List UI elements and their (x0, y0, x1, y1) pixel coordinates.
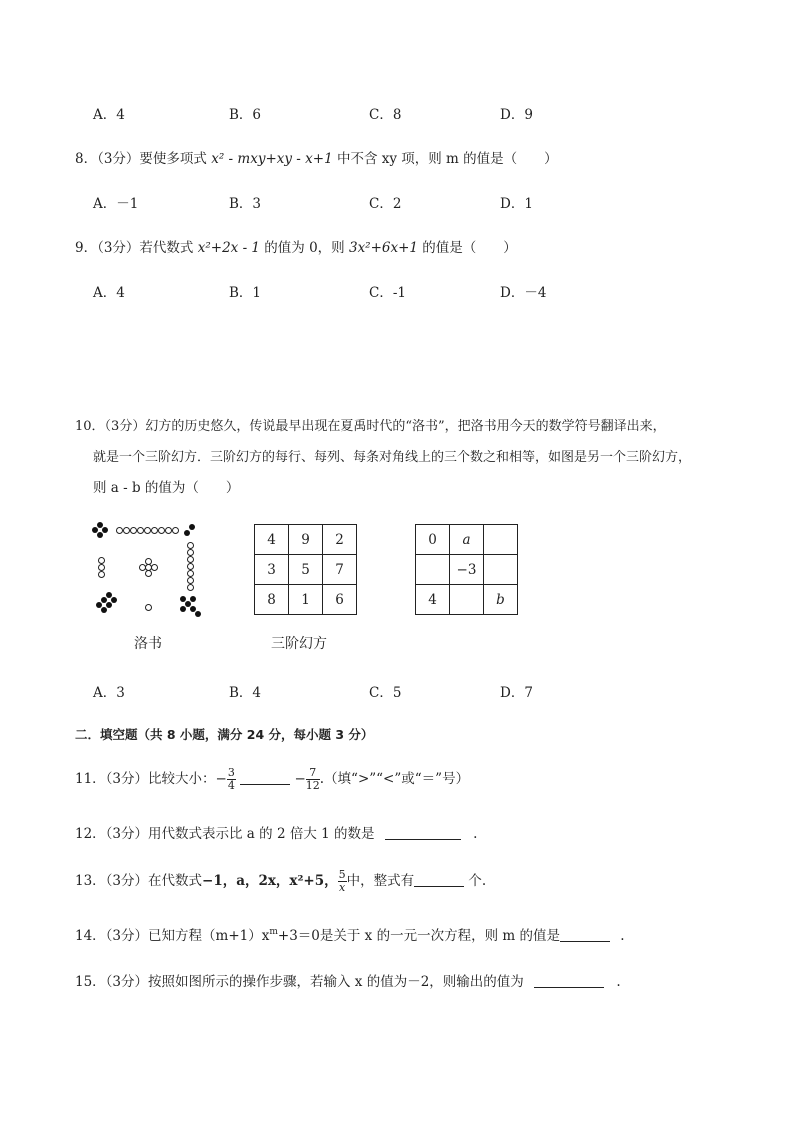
cell: 7 (323, 555, 357, 585)
question-9 (75, 236, 517, 256)
cell: b (484, 585, 518, 615)
fraction-numerator: 3 (227, 766, 235, 779)
question-8-expr: x² - mxy+xy - x+1 (211, 151, 333, 167)
magic-square (254, 524, 357, 615)
question-12-suffix: . (473, 826, 478, 842)
cell: 4 (255, 525, 289, 555)
question-13-items: −1，a，2x，x²+5， (202, 873, 338, 889)
question-9-text: 9．（3分）若代数式 (75, 240, 198, 256)
cell: 5 (289, 555, 323, 585)
question-8-suffix: 中不含 xy 项，则 m 的值是（ ） (332, 151, 558, 167)
option-b[interactable]: B．1 (229, 285, 262, 301)
question-11 (75, 767, 469, 792)
exponent: m (269, 927, 278, 937)
cell: 0 (416, 525, 450, 555)
question-9-expr: 3x²+6x+1 (348, 240, 419, 256)
option-d[interactable]: D．9 (500, 107, 533, 123)
answer-blank[interactable] (560, 929, 610, 942)
option-c[interactable]: C．8 (369, 107, 402, 123)
option-a[interactable]: A．4 (93, 107, 125, 123)
unknown-magic-square (415, 524, 518, 615)
minus-sign: − (294, 771, 306, 787)
answer-blank[interactable] (534, 975, 604, 988)
cell: 3 (255, 555, 289, 585)
cell: 4 (416, 585, 450, 615)
option-a[interactable]: A．－1 (93, 196, 139, 212)
question-10-line-3: 则 a - b 的值为（ ） (93, 480, 240, 496)
option-c[interactable]: C．5 (369, 685, 402, 701)
question-8-prefix: 8．（3分）要使多项式 (75, 151, 212, 167)
question-11-suffix: .（填“>”“<”或“＝”号） (319, 771, 470, 787)
option-b[interactable]: B．6 (229, 107, 262, 123)
question-9-text: 的值是（ ） (418, 240, 517, 256)
option-d[interactable]: D．7 (500, 685, 533, 701)
question-13-mid: 中，整式有 (346, 873, 415, 889)
question-14 (75, 924, 625, 944)
cell (484, 555, 518, 585)
luoshu-caption: 洛书 (134, 636, 162, 652)
question-13-prefix: 13．（3分）在代数式 (75, 873, 203, 889)
question-10-line-2: 就是一个三阶幻方．三阶幻方的每行、每列、每条对角线上的三个数之和相等，如图是另一个三阶幻方， (93, 450, 692, 465)
question-12 (75, 822, 477, 842)
option-a[interactable]: A．4 (93, 285, 125, 301)
question-9-text: 的值为 0，则 (260, 240, 349, 256)
cell: −3 (450, 555, 484, 585)
question-8 (75, 147, 558, 167)
fraction-denominator: 4 (227, 779, 235, 792)
option-c[interactable]: C．-1 (369, 285, 406, 301)
question-15-prefix: 15．（3分）按照如图所示的操作步骤，若输入 x 的值为－2，则输出的值为 (75, 974, 524, 990)
question-11-prefix: 11．（3分）比较大小：− (75, 771, 227, 787)
luoshu-figure (92, 520, 207, 620)
cell (450, 585, 484, 615)
question-12-prefix: 12．（3分）用代数式表示比 a 的 2 倍大 1 的数是 (75, 826, 375, 842)
fraction (227, 767, 236, 792)
option-d[interactable]: D．1 (500, 196, 533, 212)
question-15 (75, 970, 621, 990)
cell: 6 (323, 585, 357, 615)
section-title: 二．填空题（共 8 小题，满分 24 分，每小题 3 分） (75, 727, 374, 742)
question-13 (75, 869, 486, 894)
cell: 8 (255, 585, 289, 615)
question-10-line-1: 10．（3分）幻方的历史悠久，传说最早出现在夏禹时代的“洛书”，把洛书用今天的数学符号翻译出来， (75, 419, 666, 434)
answer-blank[interactable] (240, 772, 290, 785)
question-14-prefix: 14．（3分）已知方程（m+1）x (75, 928, 270, 944)
cell: 2 (323, 525, 357, 555)
option-a[interactable]: A．3 (93, 685, 125, 701)
fraction-numerator: 5 (338, 868, 346, 881)
fraction-numerator: 7 (306, 767, 320, 780)
magic-square-caption: 三阶幻方 (271, 636, 327, 652)
cell (484, 525, 518, 555)
question-15-suffix: . (616, 974, 621, 990)
option-c[interactable]: C．2 (369, 196, 402, 212)
option-b[interactable]: B．3 (229, 196, 262, 212)
fraction (306, 767, 320, 792)
fraction-denominator: x (338, 881, 346, 894)
option-b[interactable]: B．4 (229, 685, 262, 701)
question-13-suffix: 个. (468, 873, 487, 889)
answer-blank[interactable] (385, 827, 461, 840)
question-9-expr: x²+2x - 1 (197, 240, 261, 256)
option-d[interactable]: D．－4 (500, 285, 547, 301)
question-14-mid: +3＝0是关于 x 的一元一次方程，则 m 的值是 (277, 928, 560, 944)
answer-blank[interactable] (414, 874, 464, 887)
cell: a (450, 525, 484, 555)
cell: 1 (289, 585, 323, 615)
fraction (338, 869, 347, 894)
cell (416, 555, 450, 585)
fraction-denominator: 12 (305, 779, 320, 792)
question-14-suffix: . (620, 928, 625, 944)
cell: 9 (289, 525, 323, 555)
